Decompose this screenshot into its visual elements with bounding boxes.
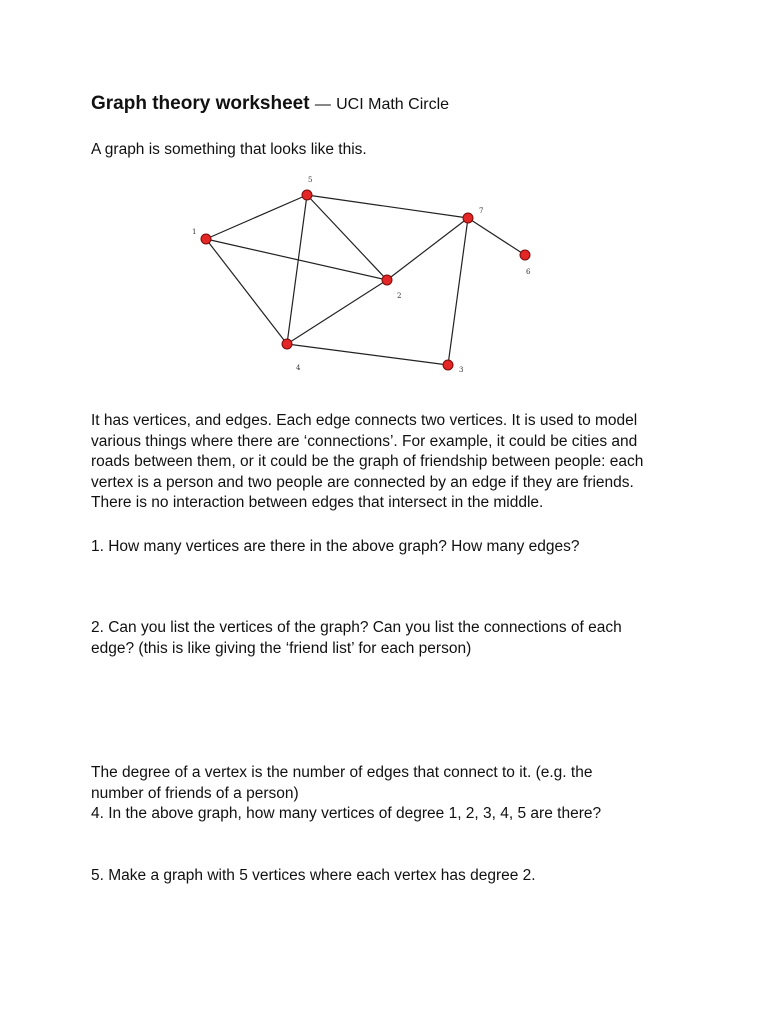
graph-vertex-label-4: 4 [296, 364, 301, 372]
degree-definition-line: The degree of a vertex is the number of edges that connect to it. (e.g. the [91, 764, 593, 781]
graph-edge-2-4 [287, 280, 387, 344]
graph-vertex-3 [443, 360, 453, 370]
graph-vertex-4 [282, 339, 292, 349]
graph-figure [180, 170, 550, 380]
description-line: roads between them, or it could be the graph of friendship between people: each [91, 453, 644, 471]
description-line: There is no interaction between edges that intersect in the middle. [91, 494, 544, 512]
question-2 [91, 618, 701, 659]
description-line: vertex is a person and two people are connected by an edge if they are friends. [91, 473, 634, 491]
title-subtitle: UCI Math Circle [336, 96, 450, 113]
degree-definition-line: number of friends of a person) [91, 784, 299, 802]
graph-nodes [201, 190, 530, 370]
description-paragraph [91, 411, 701, 514]
title-main: Graph theory worksheet [91, 93, 310, 114]
graph-edge-5-7 [307, 195, 468, 218]
page-title [91, 93, 449, 115]
graph-vertex-1 [201, 234, 211, 244]
description-line: It has vertices, and edges. Each edge connects two vertices. It is used to model [91, 412, 638, 429]
graph-vertex-label-5: 5 [308, 176, 313, 184]
question-2-line: edge? (this is like giving the ‘friend list’ for each person) [91, 639, 472, 657]
graph-vertex-label-1: 1 [192, 228, 197, 236]
title-separator: — [314, 96, 331, 113]
graph-labels [192, 176, 531, 374]
graph-vertex-label-3: 3 [459, 366, 464, 374]
question-1: 1. How many vertices are there in the above graph? How many edges? [91, 538, 580, 555]
question-2-line: 2. Can you list the vertices of the graph? Can you list the connections of each [91, 619, 622, 636]
graph-vertex-label-2: 2 [397, 292, 402, 300]
graph-edge-1-5 [206, 195, 307, 239]
graph-edge-7-2 [387, 218, 468, 280]
question-4: 4. In the above graph, how many vertices of degree 1, 2, 3, 4, 5 are there? [91, 805, 602, 823]
graph-vertex-7 [463, 213, 473, 223]
graph-edge-5-2 [307, 195, 387, 280]
graph-vertex-5 [302, 190, 312, 200]
question-5: 5. Make a graph with 5 vertices where each vertex has degree 2. [91, 867, 536, 884]
graph-vertex-label-6: 6 [526, 268, 531, 276]
graph-vertex-2 [382, 275, 392, 285]
graph-vertex-6 [520, 250, 530, 260]
graph-edge-5-4 [287, 195, 307, 344]
degree-section [91, 763, 701, 825]
graph-edges [206, 195, 525, 365]
graph-edge-7-3 [448, 218, 468, 365]
intro-text: A graph is something that looks like this. [91, 141, 367, 158]
graph-vertex-label-7: 7 [479, 207, 484, 215]
graph-edge-4-3 [287, 344, 448, 365]
description-line: various things where there are ‘connections’. For example, it could be cities and [91, 432, 638, 450]
graph-edge-7-6 [468, 218, 525, 255]
